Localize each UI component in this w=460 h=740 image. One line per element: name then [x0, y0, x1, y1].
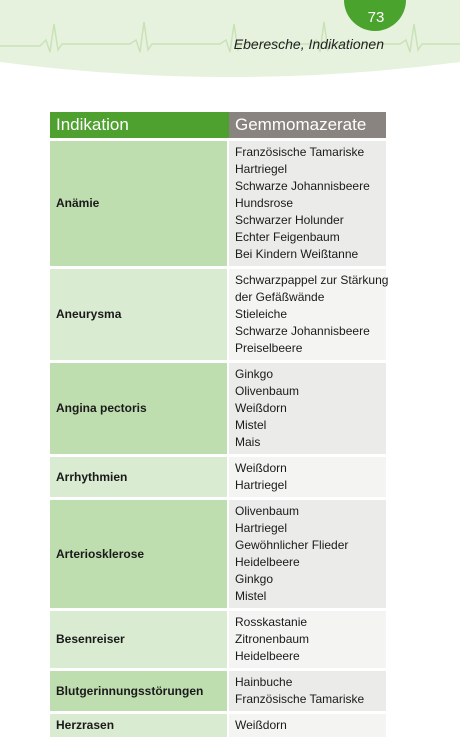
gemmo-item: Stieleiche — [235, 307, 288, 321]
gemmo-item: Heidelbeere — [235, 649, 300, 663]
gemmo-item: Weißdorn — [235, 401, 287, 415]
gemmo-item: Französische Tamariske — [235, 145, 365, 159]
column-header-indication: Indikation — [50, 112, 229, 138]
gemmo-item: Bei Kindern Weißtanne — [235, 247, 359, 261]
table-row — [50, 671, 386, 711]
table-row — [50, 457, 386, 497]
gemmo-item: der Gefäßwände — [235, 290, 325, 304]
gemmo-item: Schwarze Johannisbeere — [235, 324, 370, 338]
gemmo-item: Mistel — [235, 589, 267, 603]
table-row — [50, 714, 386, 737]
gemmo-item: Ginkgo — [235, 572, 274, 586]
indication-cell: Anämie — [50, 141, 229, 266]
gemmo-item: Hartriegel — [235, 521, 288, 535]
gemmo-item: Schwarzer Holunder — [235, 213, 344, 227]
gemmo-item: Hartriegel — [235, 478, 288, 492]
gemmo-item: Ginkgo — [235, 367, 274, 381]
gemmo-cell — [229, 611, 386, 668]
table-row — [50, 269, 386, 360]
gemmo-item: Weißdorn — [235, 718, 287, 732]
gemmo-item: Schwarzpappel zur Stärkung — [235, 273, 389, 287]
gemmo-item: Preiselbeere — [235, 341, 303, 355]
gemmo-item: Heidelbeere — [235, 555, 300, 569]
indications-table — [50, 109, 389, 740]
column-header-gemmo: Gemmomazerate — [229, 112, 386, 138]
gemmo-item: Rosskastanie — [235, 615, 308, 629]
gemmo-cell — [229, 141, 386, 266]
gemmo-item: Gewöhnlicher Flieder — [235, 538, 349, 552]
gemmo-item: Olivenbaum — [235, 384, 300, 398]
table-row — [50, 611, 386, 668]
gemmo-item: Echter Feigenbaum — [235, 230, 340, 244]
table-row — [50, 141, 386, 266]
gemmo-item: Weißdorn — [235, 461, 287, 475]
table-row — [50, 500, 386, 608]
running-title: Eberesche, Indikationen — [233, 36, 384, 52]
gemmo-cell — [229, 363, 386, 454]
gemmo-cell — [229, 714, 386, 737]
page-number: 73 — [367, 9, 385, 26]
gemmo-cell — [229, 671, 386, 711]
table-row — [50, 363, 386, 454]
indication-cell: Aneurysma — [50, 269, 229, 360]
gemmo-item: Schwarze Johannisbeere — [235, 179, 370, 193]
indication-cell: Herzrasen — [50, 714, 229, 737]
indication-cell: Arrhythmien — [50, 457, 229, 497]
gemmo-item: Mistel — [235, 418, 267, 432]
gemmo-item: Französische Tamariske — [235, 692, 365, 706]
gemmo-cell — [229, 269, 389, 360]
gemmo-item: Mais — [235, 435, 261, 449]
table-header-row — [50, 112, 386, 138]
gemmo-item: Zitronenbaum — [235, 632, 310, 646]
gemmo-item: Olivenbaum — [235, 504, 300, 518]
gemmo-item: Hundsrose — [235, 196, 294, 210]
gemmo-cell — [229, 500, 386, 608]
indication-cell: Besenreiser — [50, 611, 229, 668]
indication-cell: Angina pectoris — [50, 363, 229, 454]
gemmo-item: Hainbuche — [235, 675, 293, 689]
gemmo-cell — [229, 457, 386, 497]
indication-cell: Arteriosklerose — [50, 500, 229, 608]
indication-cell: Blutgerinnungsstörungen — [50, 671, 229, 711]
table-body — [50, 141, 389, 737]
gemmo-item: Hartriegel — [235, 162, 288, 176]
